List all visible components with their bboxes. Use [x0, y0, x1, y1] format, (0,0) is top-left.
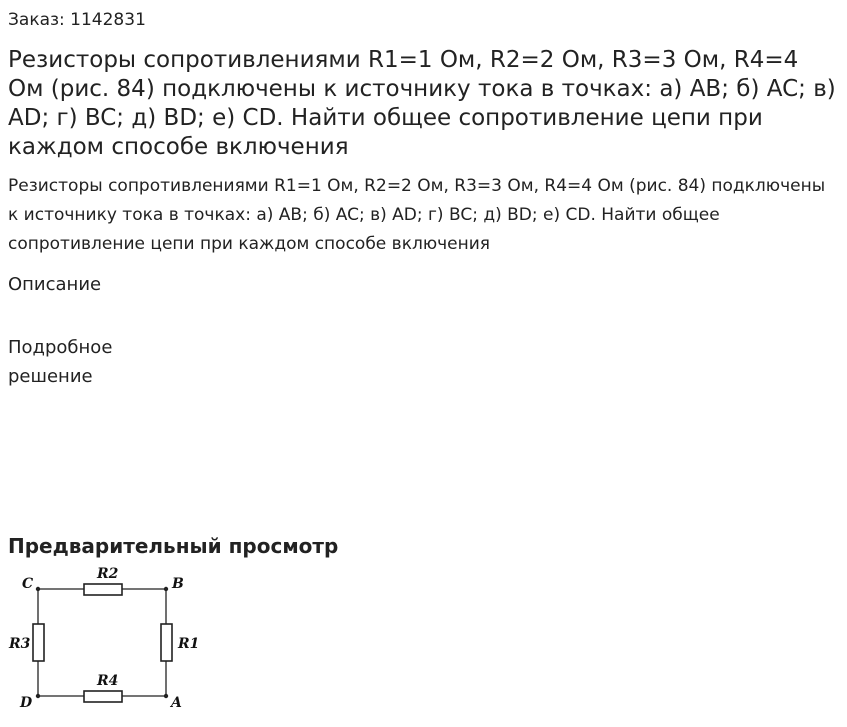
node-label-d: D	[20, 695, 33, 711]
resistor-r2	[84, 584, 122, 595]
resistor-r3	[33, 624, 44, 661]
node-label-c: C	[22, 576, 34, 592]
node-b-dot	[164, 587, 168, 591]
preview-heading: Предварительный просмотр	[8, 534, 339, 558]
circuit-diagram	[0, 560, 220, 727]
resistor-r1	[161, 624, 172, 661]
description-label: Описание	[8, 274, 102, 295]
order-number: Заказ: 1142831	[8, 10, 146, 30]
resistor-label-r1: R1	[178, 636, 200, 652]
problem-text: Резисторы сопротивлениями R1=1 Ом, R2=2 Ом, R3=3 Ом, R4=4 Ом (рис. 84) подключены к источнику тока в точках: а) AB; б) AC; в) AD; г) BC; д) BD; е) CD. Найти общее сопротивление цепи при каждом способе включения	[8, 176, 826, 254]
node-d-dot	[36, 694, 40, 698]
detailed-solution-label[interactable]: Подробное решение	[8, 337, 113, 387]
resistor-label-r4: R4	[97, 673, 119, 689]
resistor-label-r2: R2	[97, 566, 119, 582]
problem-title: Резисторы сопротивлениями R1=1 Ом, R2=2 Ом, R3=3 Ом, R4=4 Ом (рис. 84) подключены к источнику тока в точках: а) AB; б) AC; в) AD; г) BC; д) BD; е) CD. Найти общее сопротивление цепи при каждом способе включения	[8, 47, 836, 160]
node-c-dot	[36, 587, 40, 591]
node-label-a: A	[171, 695, 182, 711]
node-label-b: B	[172, 576, 184, 592]
resistor-label-r3: R3	[9, 636, 31, 652]
resistor-r4	[84, 691, 122, 702]
node-a-dot	[164, 694, 168, 698]
